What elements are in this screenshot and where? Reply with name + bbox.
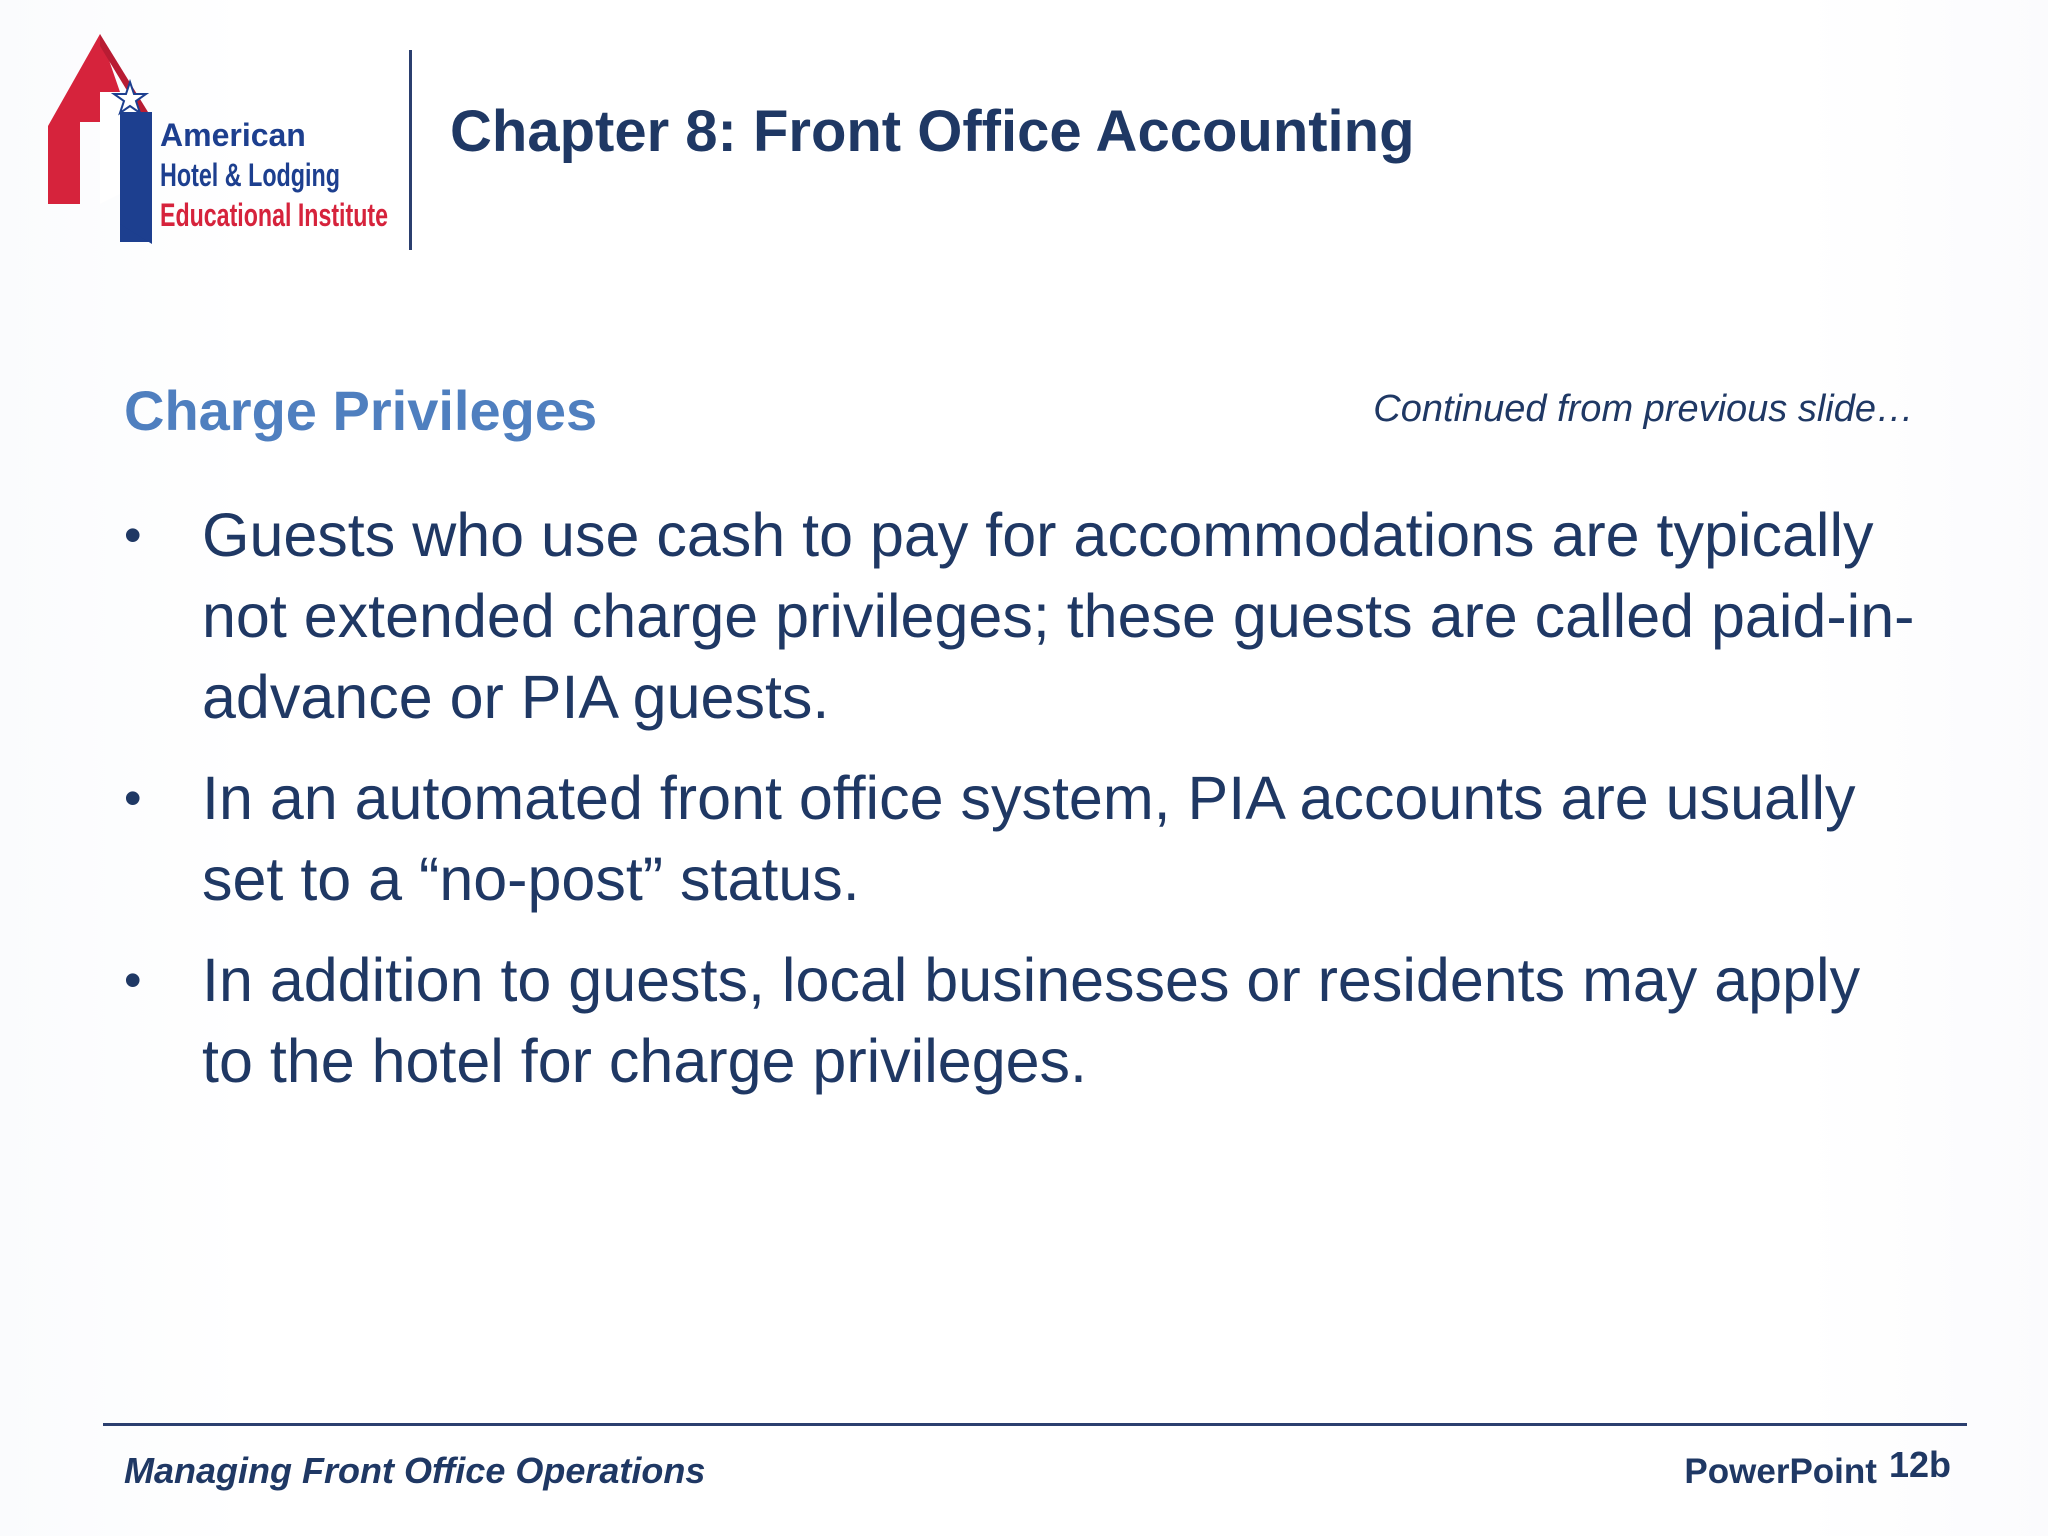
bullet-text: In addition to guests, local businesses or residents may apply to the hotel for charge privileges.	[202, 946, 1861, 1095]
bullet-marker: •	[124, 770, 142, 826]
section-title: Charge Privileges	[124, 379, 598, 442]
logo-line2: Hotel & Lodging	[160, 157, 340, 193]
footer-slide-label	[1684, 1444, 1951, 1492]
bullet-item	[120, 940, 1920, 1102]
bullet-text: In an automated front office system, PIA accounts are usually set to a “no-post” status.	[202, 764, 1856, 913]
bullet-marker: •	[124, 507, 142, 563]
footer-slide-number: 12b	[1888, 1444, 1951, 1485]
footer-rule	[103, 1423, 1967, 1426]
bullet-item	[120, 758, 1920, 920]
header-divider	[409, 50, 412, 250]
logo-line3: Educational Institute	[160, 197, 388, 233]
bullet-list	[120, 495, 1920, 1122]
continued-note: Continued from previous slide…	[1373, 388, 1914, 430]
footer-book-title: Managing Front Office Operations	[124, 1450, 706, 1491]
bullet-marker: •	[124, 952, 142, 1008]
logo-line1: American	[160, 117, 306, 153]
footer-deck-label: PowerPoint	[1684, 1452, 1877, 1491]
bullet-text: Guests who use cash to pay for accommodations are typically not extended charge privileges; these guests are called paid-in-advance or PIA guests.	[202, 501, 1915, 731]
chapter-title: Chapter 8: Front Office Accounting	[450, 99, 1415, 164]
bullet-item	[120, 495, 1920, 738]
ahlei-logo	[48, 34, 388, 244]
